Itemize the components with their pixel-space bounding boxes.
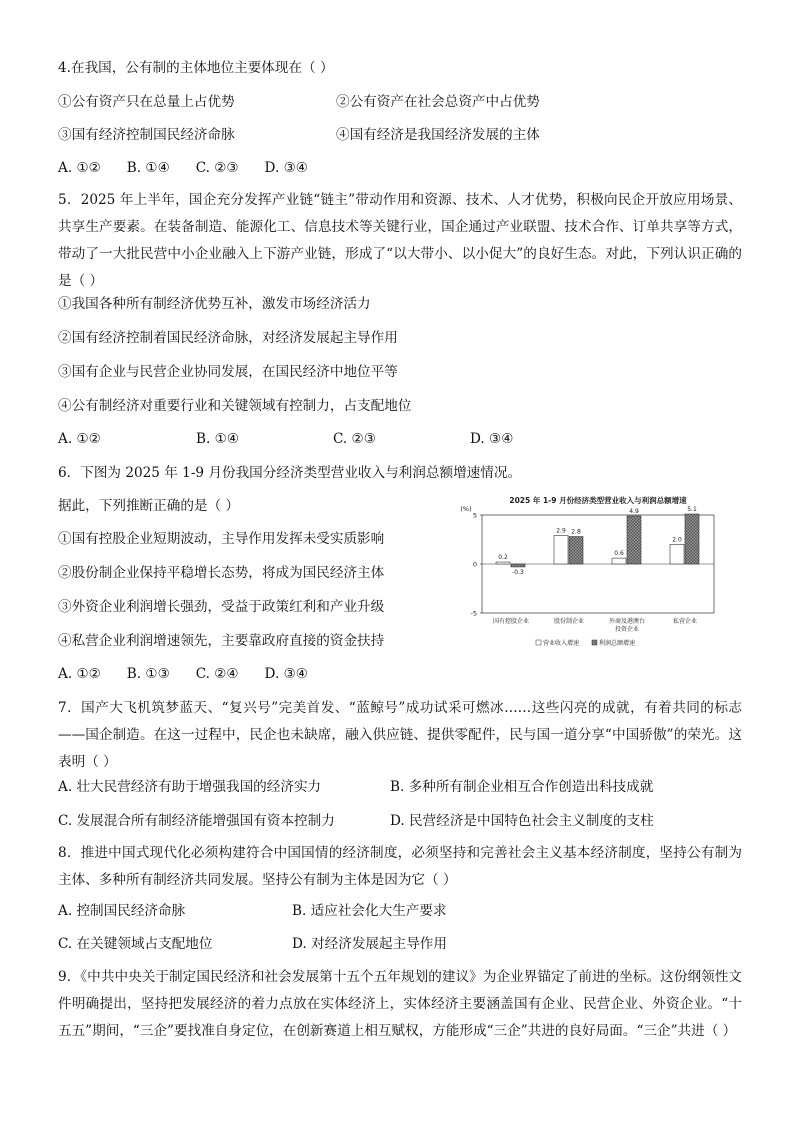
q4-option-2: ②公有资产在社会总资产中占优势 bbox=[336, 94, 540, 110]
q6-option-1: ①国有控股企业短期波动，主导作用发挥未受实质影响 bbox=[58, 531, 385, 547]
q4-choices: A. ①② B. ①④ C. ②③ D. ③④ bbox=[58, 160, 308, 176]
y-tick-label: 5 bbox=[472, 511, 477, 520]
q8-option-c: C. 在关键领域占支配地位 bbox=[58, 936, 213, 952]
y-tick-label: -5 bbox=[470, 609, 477, 618]
bar-data-label: 0.6 bbox=[614, 550, 624, 558]
category-label: 私营企业 bbox=[672, 618, 698, 625]
revenue-growth-bar bbox=[670, 544, 684, 564]
profit-growth-bar bbox=[569, 537, 583, 564]
q8-stem: 8．推进中国式现代化必须构建符合中国国情的经济制度，必须坚持和完善社会主义基本经济制度，坚持公有制为主体、多种所有制经济共同发展。坚持公有制为主体是因为它（ ） bbox=[58, 845, 742, 888]
growth-bar-chart bbox=[452, 493, 744, 653]
revenue-growth-bar bbox=[554, 536, 568, 564]
q4-option-4: ④国有经济是我国经济发展的主体 bbox=[336, 127, 540, 143]
bar-data-label: 2.0 bbox=[672, 536, 682, 544]
q7-option-b: B. 多种所有制企业相互合作创造出科技成就 bbox=[390, 779, 654, 795]
q6-option-4: ④私营企业利润增速领先，主要靠政府直接的资金扶持 bbox=[58, 633, 385, 649]
profit-growth-bar bbox=[627, 516, 641, 564]
q7-option-d: D. 民营经济是中国特色社会主义制度的支柱 bbox=[390, 813, 654, 829]
chart-title: 2025 年 1-9 月份经济类型营业收入与利润总额增速 bbox=[509, 496, 687, 505]
q9-stem: 9．《中共中央关于制定国民经济和社会发展第十五个五年规划的建议》为企业界锚定了前进的坐标。这份纲领性文件明确提出，坚持把发展经济的着力点放在实体经济上，实体经济主要涵盖国有企业、民营企业、外资企业。“十五五”期间，“三企”要找准自身定位，在创新赛道上相互赋权，方能形成“三企”共进的良好局面。“三企”共进（ ） bbox=[58, 969, 742, 1039]
bar-data-label: 4.9 bbox=[629, 507, 639, 515]
q6-option-2: ②股份制企业保持平稳增长态势，将成为国民经济主体 bbox=[58, 565, 385, 581]
q4-option-1: ①公有资产只在总量上占优势 bbox=[58, 94, 235, 110]
legend-label: 营业收入增速 bbox=[543, 640, 580, 647]
q6-option-3: ③外资企业利润增长强劲，受益于政策红利和产业升级 bbox=[58, 599, 385, 615]
q6-stem: 6．下图为 2025 年 1-9 月份我国分经济类型营业收入与利润总额增速情况。 bbox=[58, 465, 522, 481]
legend-swatch-revenue bbox=[536, 640, 541, 645]
bar-data-label: 0.2 bbox=[498, 554, 508, 562]
q6-choices: A. ①② B. ①③ C. ②④ D. ③④ bbox=[58, 666, 308, 682]
q5-option-2: ②国有经济控制着国民经济命脉，对经济发展起主导作用 bbox=[58, 330, 398, 346]
q5-choice-b: B. ①④ bbox=[196, 431, 240, 447]
legend-swatch-profit bbox=[592, 640, 597, 645]
q5-option-3: ③国有企业与民营企业协同发展，在国民经济中地位平等 bbox=[58, 364, 398, 380]
bar-data-label: 5.1 bbox=[687, 506, 697, 514]
q8-option-a: A. 控制国民经济命脉 bbox=[58, 903, 186, 919]
revenue-growth-bar bbox=[612, 558, 626, 564]
category-label: 外商及港澳台 bbox=[608, 618, 646, 625]
bar-data-label: 2.8 bbox=[571, 528, 581, 536]
profit-growth-bar bbox=[511, 564, 525, 567]
bar-data-label: 2.9 bbox=[556, 527, 566, 535]
q6-chart bbox=[452, 493, 744, 653]
q7-stem: 7．国产大飞机筑梦蓝天、“复兴号”完美首发、“蓝鲸号”成功试采可燃冰……这些闪亮的成就，有着共同的标志——国企制造。在这一过程中，民企也未缺席，融入供应链、提供零配件，民与国一道分享“中国骄傲”的荣光。这表明（ ） bbox=[58, 700, 742, 770]
legend-label: 利润总额增速 bbox=[599, 640, 636, 647]
profit-growth-bar bbox=[685, 514, 699, 564]
category-label: 股份制企业 bbox=[553, 618, 585, 625]
chart-y-unit: (%) bbox=[460, 505, 472, 513]
q7-option-c: C. 发展混合所有制经济能增强国有资本控制力 bbox=[58, 813, 335, 829]
q5-choice-d: D. ③④ bbox=[470, 431, 514, 447]
category-label: 国有控股企业 bbox=[492, 618, 530, 625]
q4-stem: 4.在我国，公有制的主体地位主要体现在（ ） bbox=[58, 60, 334, 76]
q5-stem: 5．2025 年上半年，国企充分发挥产业链“链主”带动作用和资源、技术、人才优势，积极向民企开放应用场景、共享生产要素。在装备制造、能源化工、信息技术等关键行业，国企通过产业联盟、技术合作、订单共享等方式，带动了一大批民营中小企业融入上下游产业链，形成了“以大带小、以小促大”的良好生态。对此，下列认识正确的是（ ） bbox=[58, 192, 742, 289]
q8-option-d: D. 对经济发展起主导作用 bbox=[292, 936, 447, 952]
bar-data-label: -0.3 bbox=[512, 568, 524, 576]
q5-choice-c: C. ②③ bbox=[333, 431, 376, 447]
category-label: 投资企业 bbox=[614, 626, 640, 633]
q7-option-a: A. 壮大民营经济有助于增强我国的经济实力 bbox=[58, 779, 322, 795]
revenue-growth-bar bbox=[496, 562, 510, 564]
q6-sub: 据此，下列推断正确的是（ ） bbox=[58, 498, 240, 514]
q5-option-1: ①我国各种所有制经济优势互补，激发市场经济活力 bbox=[58, 296, 371, 312]
q5-choice-a: A. ①② bbox=[58, 431, 101, 447]
y-tick-label: 0 bbox=[472, 560, 477, 569]
q8-option-b: B. 适应社会化大生产要求 bbox=[292, 903, 447, 919]
q5-option-4: ④公有制经济对重要行业和关键领域有控制力，占支配地位 bbox=[58, 398, 412, 414]
q4-option-3: ③国有经济控制国民经济命脉 bbox=[58, 127, 235, 143]
